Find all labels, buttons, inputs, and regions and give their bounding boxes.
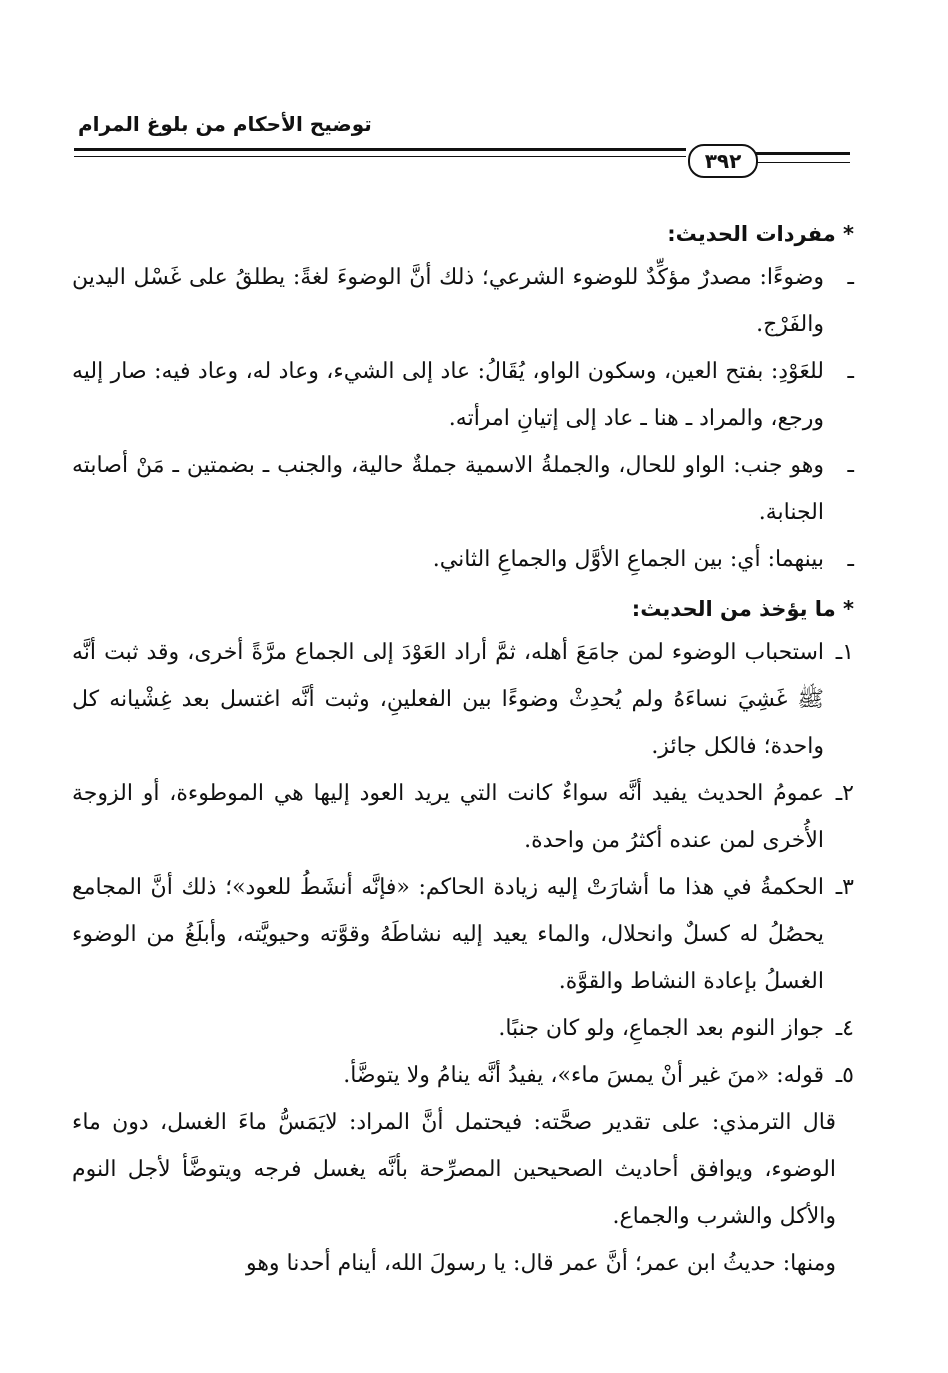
lesson-item bbox=[72, 770, 854, 864]
page-number: ٣٩٢ bbox=[688, 144, 758, 178]
item-marker: ١ـ bbox=[835, 640, 854, 665]
item-text: استحباب الوضوء لمن جامَعَ أهله، ثمَّ أراد العَوْدَ إلى الجماع مرَّةً أخرى، وقد ثبت أنَّه ﷺ غَشِيَ نساءَهُ ولم يُحدِثْ وضوءًا بين الفعلينِ، وثبت أنَّه اغتسل بعد غِشْيانه كل واحدة؛ فالكل جائز. bbox=[72, 640, 824, 759]
header-rule-left-thin bbox=[74, 156, 686, 157]
header-rule-right bbox=[756, 152, 850, 155]
item-text: وضوءًا: مصدرٌ مؤكِّدٌ للوضوء الشرعي؛ ذلك أنَّ الوضوءَ لغةً: يطلقُ على غَسْل اليدين والفَرْج. bbox=[72, 265, 824, 337]
header-rule-right-thin bbox=[756, 162, 850, 163]
vocab-item bbox=[72, 442, 854, 536]
body-paragraph: قال الترمذي: على تقدير صحَّته: فيحتمل أنَّ المراد: لايَمَسُّ ماءَ الغسل، دون ماء الوضوء، ويوافق أحاديث الصحيحين المصرِّحة بأنَّه يغسل فرجه ويتوضَّأ لأجل النوم والأكل والشرب والجماع. bbox=[72, 1110, 836, 1229]
item-text: الحكمةُ في هذا ما أشارَتْ إليه زيادة الحاكم: «فإنَّه أنشَطُ للعود»؛ ذلك أنَّ المجامع يحصُلُ له كسلٌ وانحلال، والماء يعيد إليه نشاطَهُ وقوَّته وحيويَّته، وأبلَغُ من الوضوء الغسلُ بإعادة النشاط والقوَّة. bbox=[72, 875, 824, 994]
item-marker: ٣ـ bbox=[835, 875, 854, 900]
lesson-item bbox=[72, 1052, 854, 1099]
lesson-item bbox=[72, 1005, 854, 1052]
lesson-item bbox=[72, 864, 854, 1005]
item-marker: ـ bbox=[847, 547, 854, 572]
item-marker: ـ bbox=[847, 265, 854, 290]
item-marker: ـ bbox=[847, 453, 854, 478]
section-heading-vocabulary: * مفردات الحديث: bbox=[667, 222, 854, 246]
item-text: للعَوْدِ: بفتح العين، وسكون الواو، يُقَالُ: عاد إلى الشيء، وعاد له، وعاد فيه: صار إليه ورجع، والمراد ـ هنا ـ عاد إلى إتيانِ امرأته. bbox=[72, 359, 824, 431]
item-text: قوله: «منَ غير أنْ يمسَ ماء»، يفيدُ أنَّه ينامُ ولا يتوضَّأ. bbox=[343, 1063, 824, 1088]
section-heading-lessons: * ما يؤخذ من الحديث: bbox=[631, 597, 854, 621]
item-text: وهو جنب: الواو للحال، والجملةُ الاسمية جملةٌ حالية، والجنب ـ بضمتين ـ مَنْ أصابته الجنابة. bbox=[72, 453, 824, 525]
item-text: بينهما: أي: بين الجماعِ الأوَّل والجماعِ الثاني. bbox=[432, 547, 824, 572]
item-marker: ٤ـ bbox=[835, 1016, 854, 1041]
header-rule-left bbox=[74, 148, 686, 151]
item-text: جواز النوم بعد الجماعِ، ولو كان جنبًا. bbox=[498, 1016, 824, 1041]
vocab-item bbox=[72, 254, 854, 348]
item-marker: ـ bbox=[847, 359, 854, 384]
body-paragraph: ومنها: حديثُ ابن عمر؛ أنَّ عمر قال: يا رسولَ الله، أينام أحدنا وهو bbox=[245, 1251, 836, 1276]
main-content bbox=[72, 214, 854, 1287]
vocab-item bbox=[72, 348, 854, 442]
item-marker: ٢ـ bbox=[835, 781, 854, 806]
lesson-item bbox=[72, 629, 854, 770]
running-title: توضيح الأحكام من بلوغ المرام bbox=[78, 112, 372, 136]
vocab-item bbox=[72, 536, 854, 583]
item-marker: ٥ـ bbox=[835, 1063, 854, 1088]
item-text: عمومُ الحديث يفيد أنَّه سواءٌ كانت التي يريد العود إليها هي الموطوءة، أو الزوجة الأُخرى لمن عنده أكثرُ من واحدة. bbox=[72, 781, 824, 853]
